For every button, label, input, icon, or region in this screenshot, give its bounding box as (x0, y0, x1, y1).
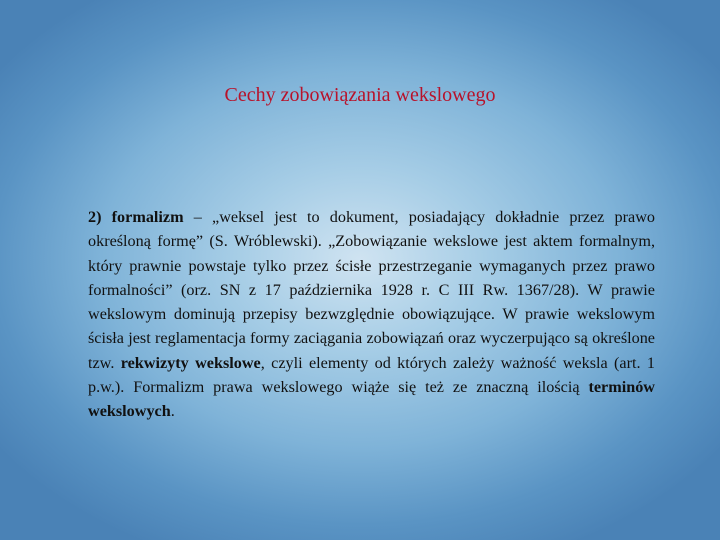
body-text-2: , czyli elementy od których zależy ważność weksla (art. 1 p.w.). Formalizm prawa wekslowego wiąże się też ze znaczną ilością (88, 353, 655, 397)
term-rekwizyty: rekwizyty wekslowe (120, 353, 261, 372)
lead-term: 2) formalizm (88, 208, 184, 226)
body-text-3: . (170, 402, 175, 421)
slide-body-paragraph (88, 205, 655, 424)
body-text-1: – „weksel jest to dokument, posiadający dokładnie przez prawo określoną formę” (S. Wróblewski). „Zobowiązanie wekslowe jest aktem formalnym, który prawnie powstaje tylko przez ścisłe przestrzeganie wymaganych przez prawo formalności” (orz. SN z 17 października 1928 r. C III Rw. 1367/28). W prawie wekslowym dominują przepisy bezwzględnie obowiązujące. W prawie wekslowym ścisła jest reglamentacja formy zaciągania zobowiązań oraz wyczerpująco są określone tzw. (88, 208, 655, 372)
term-terminy: terminów wekslowych (88, 378, 655, 421)
slide-title: Cechy zobowiązania wekslowego (224, 84, 496, 106)
